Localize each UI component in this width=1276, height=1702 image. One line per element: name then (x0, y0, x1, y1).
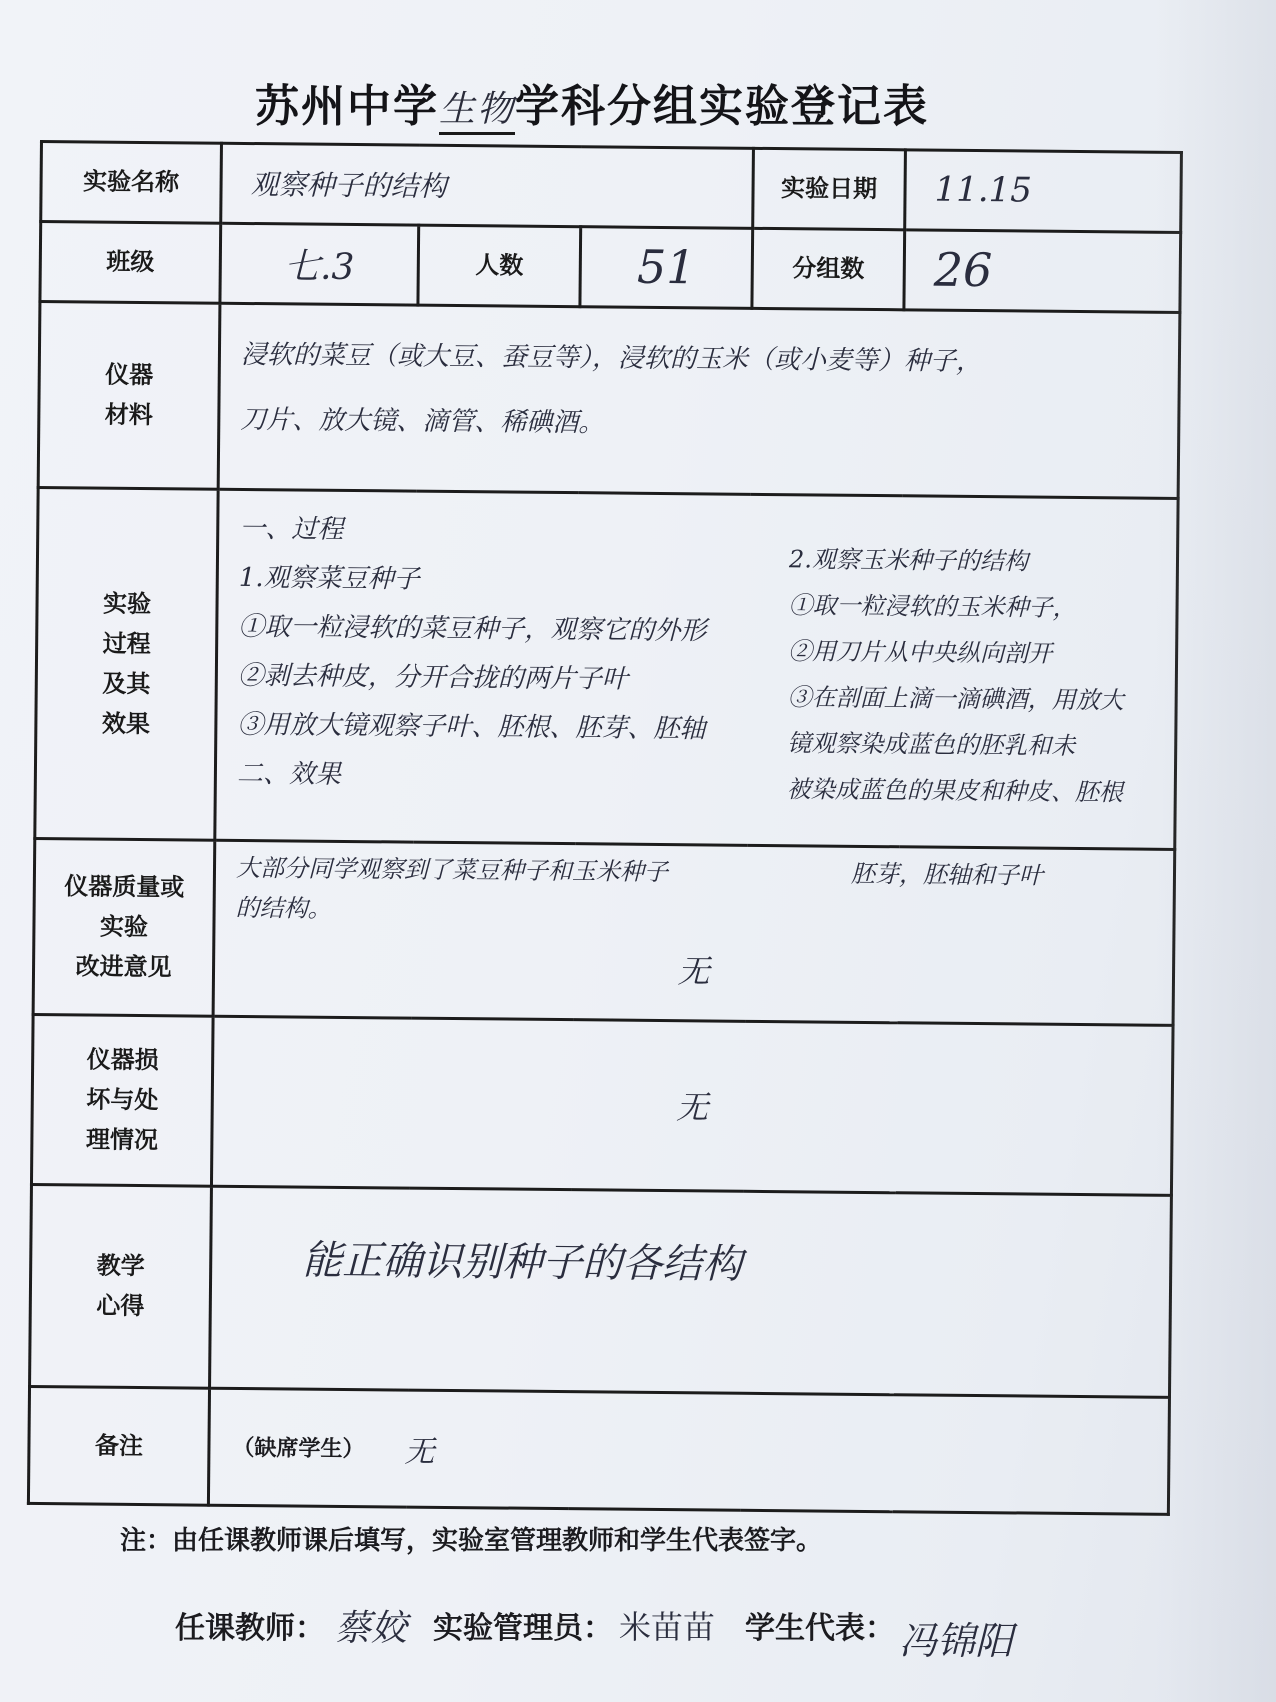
label-equipment (38, 301, 220, 489)
teacher-signature: 蔡姣 (335, 1607, 408, 1649)
process-step: 二、效果 (236, 758, 342, 790)
value-exp-name: 观察种子的结构 (250, 168, 447, 204)
label-equipment-line: 仪器 (105, 360, 154, 390)
value-damage-cell (211, 1016, 1173, 1195)
label-process-line: 及其 (102, 669, 151, 698)
process-columns (216, 491, 1176, 848)
student-signature: 冯锦阳 (899, 1618, 1014, 1663)
process-step: 1.观察菜豆种子 (238, 562, 420, 595)
admin-label: 实验管理员： (433, 1611, 614, 1646)
label-process-line: 效果 (101, 709, 151, 738)
process-step: 2.观察玉米种子的结构 (788, 545, 1029, 576)
process-step: ①取一粒浸软的玉米种子， (788, 591, 1077, 622)
title-subject-handwritten: 生物 (439, 81, 515, 135)
process-step: ③在剖面上滴一滴碘酒，用放大 (787, 683, 1124, 715)
value-exp-name-cell (221, 143, 754, 228)
process-step: 镜观察染成蓝色的胚乳和未 (787, 728, 1076, 760)
footer-note: 注：由任课教师课后填写，实验室管理教师和学生代表签字。 (120, 1526, 823, 1556)
signature-row (175, 1590, 1235, 1663)
row-remark (28, 1386, 1169, 1514)
label-class: 班级 (40, 221, 221, 303)
process-step: 一、过程 (239, 513, 344, 545)
value-exp-date: 11.15 (934, 169, 1033, 211)
label-equipment-line: 材料 (104, 400, 153, 430)
label-quality-line: 仪器质量或 (64, 872, 185, 902)
value-equipment-cell (218, 303, 1180, 498)
label-quality (33, 838, 215, 1015)
effect-line: 的结构。 (235, 893, 332, 923)
label-damage-line: 仪器损 (86, 1045, 159, 1075)
effect-line: 大部分同学观察到了菜豆种子和玉米种子 (235, 853, 669, 886)
value-quality: 无 (677, 952, 710, 991)
process-step: ③用放大镜观察子叶、胚根、胚芽、胚轴 (237, 709, 706, 745)
row-teaching (30, 1184, 1172, 1397)
value-people: 51 (636, 239, 696, 295)
label-exp-date: 实验日期 (753, 148, 906, 229)
value-process-cell (215, 489, 1178, 849)
label-process (35, 487, 218, 840)
label-quality-line: 改进意见 (75, 952, 172, 982)
label-damage-line: 理情况 (85, 1125, 159, 1155)
value-remark-cell (208, 1388, 1169, 1514)
process-step: ①取一粒浸软的菜豆种子，观察它的外形 (238, 611, 707, 647)
row-process (35, 487, 1178, 849)
row-damage (31, 1014, 1173, 1195)
process-step: 被染成蓝色的果皮和种皮、胚根 (786, 774, 1123, 807)
value-damage: 无 (676, 1088, 709, 1127)
equipment-line: 浸软的菜豆（或大豆、蚕豆等），浸软的玉米（或小麦等）种子， (240, 339, 983, 377)
label-damage (31, 1014, 213, 1186)
label-process-line: 实验 (102, 589, 152, 618)
value-absent: 无 (404, 1434, 435, 1470)
effect-tail: 胚芽，胚轴和子叶 (850, 859, 1044, 890)
value-class-cell (220, 223, 419, 305)
row-experiment-name (41, 142, 1182, 233)
row-class-info (40, 221, 1181, 312)
title-prefix: 苏州中学 (255, 81, 439, 132)
label-quality-line: 实验 (99, 912, 149, 942)
process-step: ②用刀片从中央纵向剖开 (787, 637, 1053, 668)
admin-name: 米苗苗 (619, 1608, 716, 1646)
quality-content (215, 842, 1174, 1024)
label-remark: 备注 (28, 1386, 209, 1505)
label-teaching-line: 心得 (96, 1291, 145, 1321)
label-damage-line: 坏与处 (86, 1085, 159, 1115)
process-step: ②剥去种皮，分开合拢的两片子叶 (237, 660, 629, 695)
student-label: 学生代表： (745, 1611, 896, 1646)
value-teaching: 能正确识别种子的各结构 (302, 1237, 743, 1288)
form-title (255, 70, 975, 130)
value-exp-date-cell (905, 150, 1182, 232)
registration-table (27, 140, 1183, 1516)
teacher-label: 任课教师： (175, 1611, 325, 1646)
label-teaching-line: 教学 (96, 1251, 145, 1281)
value-groups-cell (904, 230, 1181, 312)
value-groups: 26 (933, 242, 993, 298)
value-teaching-cell (210, 1186, 1172, 1397)
remark-content (210, 1425, 1167, 1478)
process-right-column (776, 496, 1176, 848)
title-suffix: 学科分组实验登记表 (515, 81, 930, 132)
equipment-line: 刀片、放大镜、滴管、稀碘酒。 (240, 404, 605, 439)
value-people-cell (580, 226, 753, 307)
value-class: 七.3 (283, 246, 355, 288)
value-quality-cell (213, 840, 1175, 1025)
label-teaching (30, 1184, 212, 1388)
row-equipment (38, 301, 1180, 498)
label-groups: 分组数 (752, 228, 905, 309)
row-quality (33, 838, 1175, 1024)
label-absent: （缺席学生） (232, 1436, 365, 1463)
label-exp-name: 实验名称 (41, 142, 222, 224)
process-left-column (216, 491, 779, 845)
label-people: 人数 (418, 225, 581, 306)
label-process-line: 过程 (102, 629, 151, 658)
